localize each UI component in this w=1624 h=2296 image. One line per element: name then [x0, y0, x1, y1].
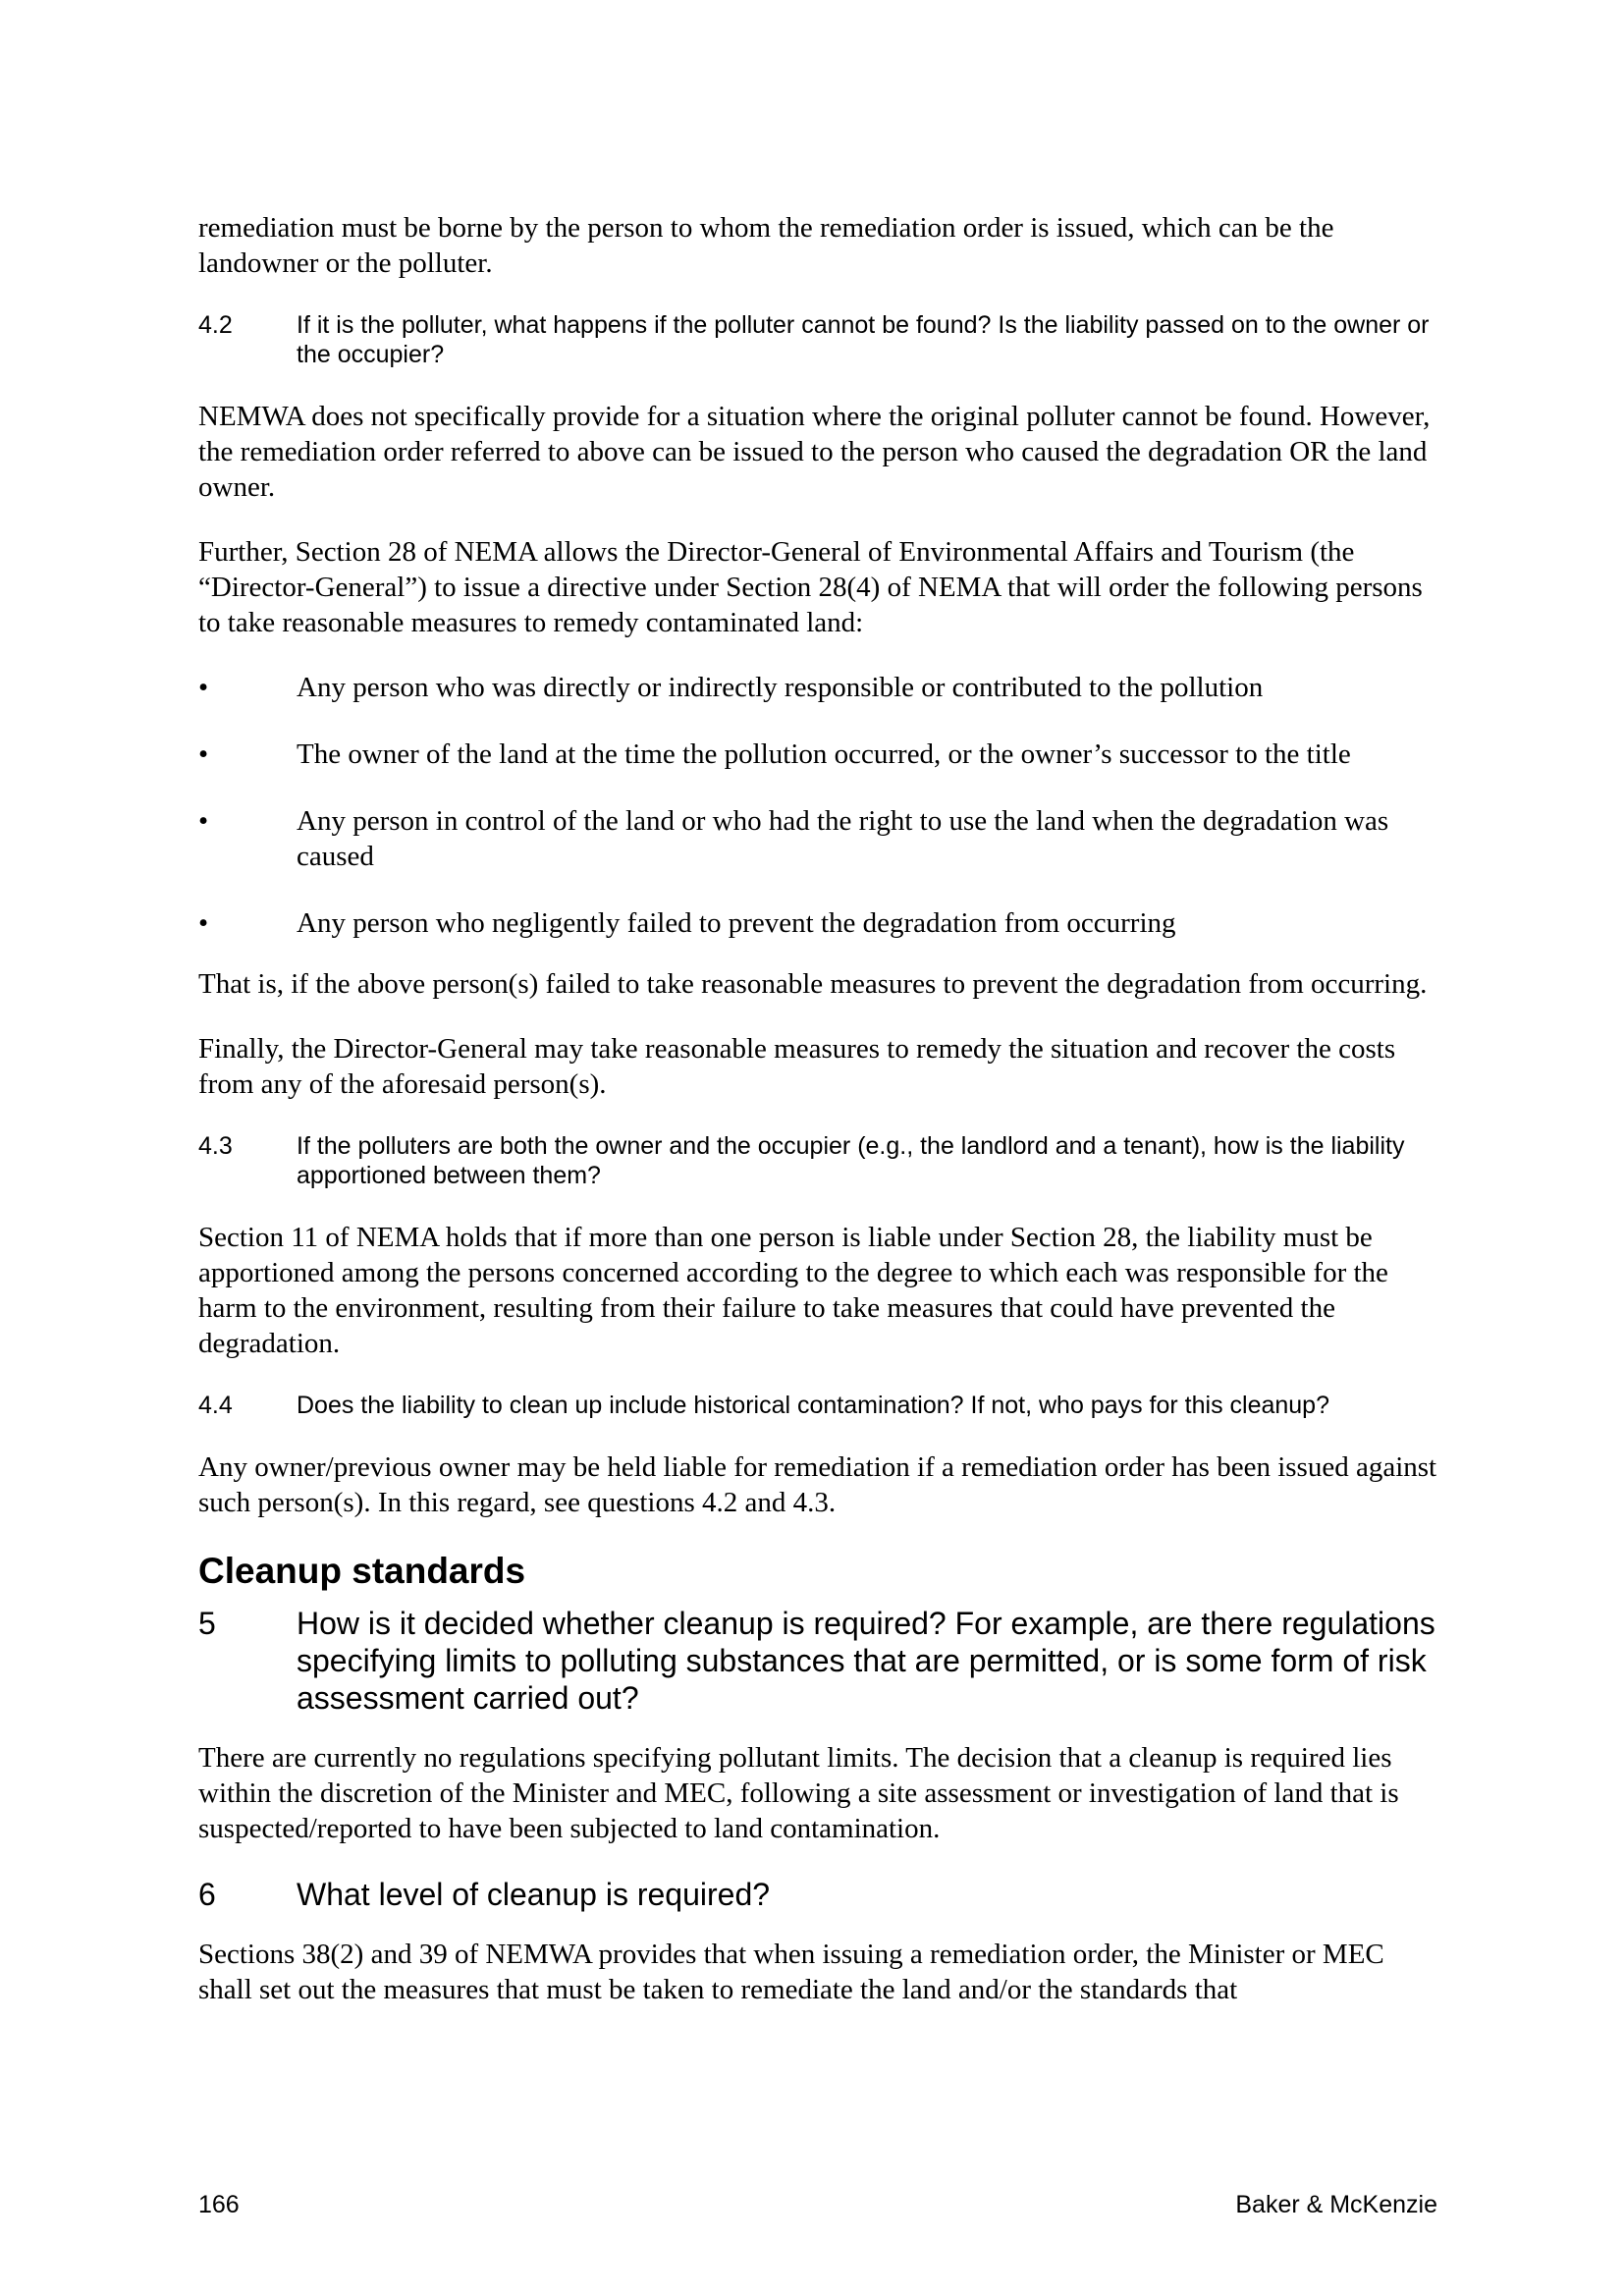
list-item-text: Any person who negligently failed to prevent the degradation from occurring [297, 907, 1176, 939]
list-item-text: Any person who was directly or indirectly responsible or contributed to the pollution [297, 672, 1264, 703]
section-heading: Cleanup standards [198, 1551, 526, 1591]
paragraph: There are currently no regulations specifying pollutant limits. The decision that a cleanup is required lies within the discretion of the Minister and MEC, following a site assessment or investigation of land that is suspected/reported to have been subjected to land contamination. [198, 1742, 1399, 1844]
question-number: 4.2 [198, 311, 233, 339]
footer-firm-name: Baker & McKenzie [1235, 2191, 1437, 2218]
paragraph: Any owner/previous owner may be held liable for remediation if a remediation order has been issued against such person(s). In this regard, see questions 4.2 and 4.3. [198, 1451, 1437, 1518]
bullet-icon: • [198, 672, 209, 703]
bullet-icon: • [198, 805, 209, 837]
question-text: If it is the polluter, what happens if the polluter cannot be found? Is the liability passed on to the owner or the occupier? [297, 311, 1430, 368]
question-4-4 [198, 1391, 1437, 1420]
bullet-icon: • [198, 738, 209, 770]
question-4-3 [198, 1131, 1437, 1190]
question-number: 4.4 [198, 1392, 233, 1419]
document-page [198, 210, 1437, 2037]
paragraph: Sections 38(2) and 39 of NEMWA provides that when issuing a remediation order, the Minister or MEC shall set out the measures that must be taken to remediate the land and/or the standards that [198, 1939, 1384, 2005]
question-text: Does the liability to clean up include historical contamination? If not, who pays for this cleanup? [297, 1392, 1329, 1419]
page-footer [198, 2190, 1437, 2219]
bullet-icon: • [198, 907, 209, 939]
question-5 [198, 1605, 1437, 1717]
page-number: 166 [198, 2191, 240, 2218]
bullet-list [198, 670, 1437, 941]
question-text: What level of cleanup is required? [297, 1877, 771, 1912]
question-text: If the polluters are both the owner and the occupier (e.g., the landlord and a tenant), how is the liability apportioned between them? [297, 1132, 1405, 1189]
list-item-text: The owner of the land at the time the pollution occurred, or the owner’s successor to the title [297, 738, 1351, 770]
paragraph: That is, if the above person(s) failed to take reasonable measures to prevent the degradation from occurring. [198, 968, 1428, 1000]
paragraph: Further, Section 28 of NEMA allows the Director-General of Environmental Affairs and Tourism (the “Director-General”) to issue a directive under Section 28(4) of NEMA that will order the following persons to take reasonable measures to remedy contaminated land: [198, 536, 1423, 638]
paragraph: Finally, the Director-General may take reasonable measures to remedy the situation and recover the costs from any of the aforesaid person(s). [198, 1033, 1396, 1100]
list-item-text: Any person in control of the land or who had the right to use the land when the degradation was caused [297, 805, 1389, 872]
question-6 [198, 1876, 1437, 1913]
question-number: 4.3 [198, 1132, 233, 1160]
paragraph: remediation must be borne by the person to whom the remediation order is issued, which can be the landowner or the polluter. [198, 212, 1334, 279]
question-text: How is it decided whether cleanup is required? For example, are there regulations specifying limits to polluting substances that are permitted, or is some form of risk assessment carried out? [297, 1606, 1435, 1716]
paragraph: NEMWA does not specifically provide for a situation where the original polluter cannot be found. However, the remediation order referred to above can be issued to the person who caused the degradation OR the land owner. [198, 401, 1431, 503]
question-number: 6 [198, 1877, 216, 1912]
list-item [198, 670, 1437, 705]
paragraph: Section 11 of NEMA holds that if more than one person is liable under Section 28, the liability must be apportioned among the persons concerned according to the degree to which each was responsible for the harm to the environment, resulting from their failure to take measures that could have prevented the degradation. [198, 1222, 1388, 1359]
question-number: 5 [198, 1606, 216, 1641]
list-item [198, 737, 1437, 772]
list-item [198, 905, 1437, 941]
question-4-2 [198, 310, 1437, 369]
list-item [198, 803, 1437, 874]
